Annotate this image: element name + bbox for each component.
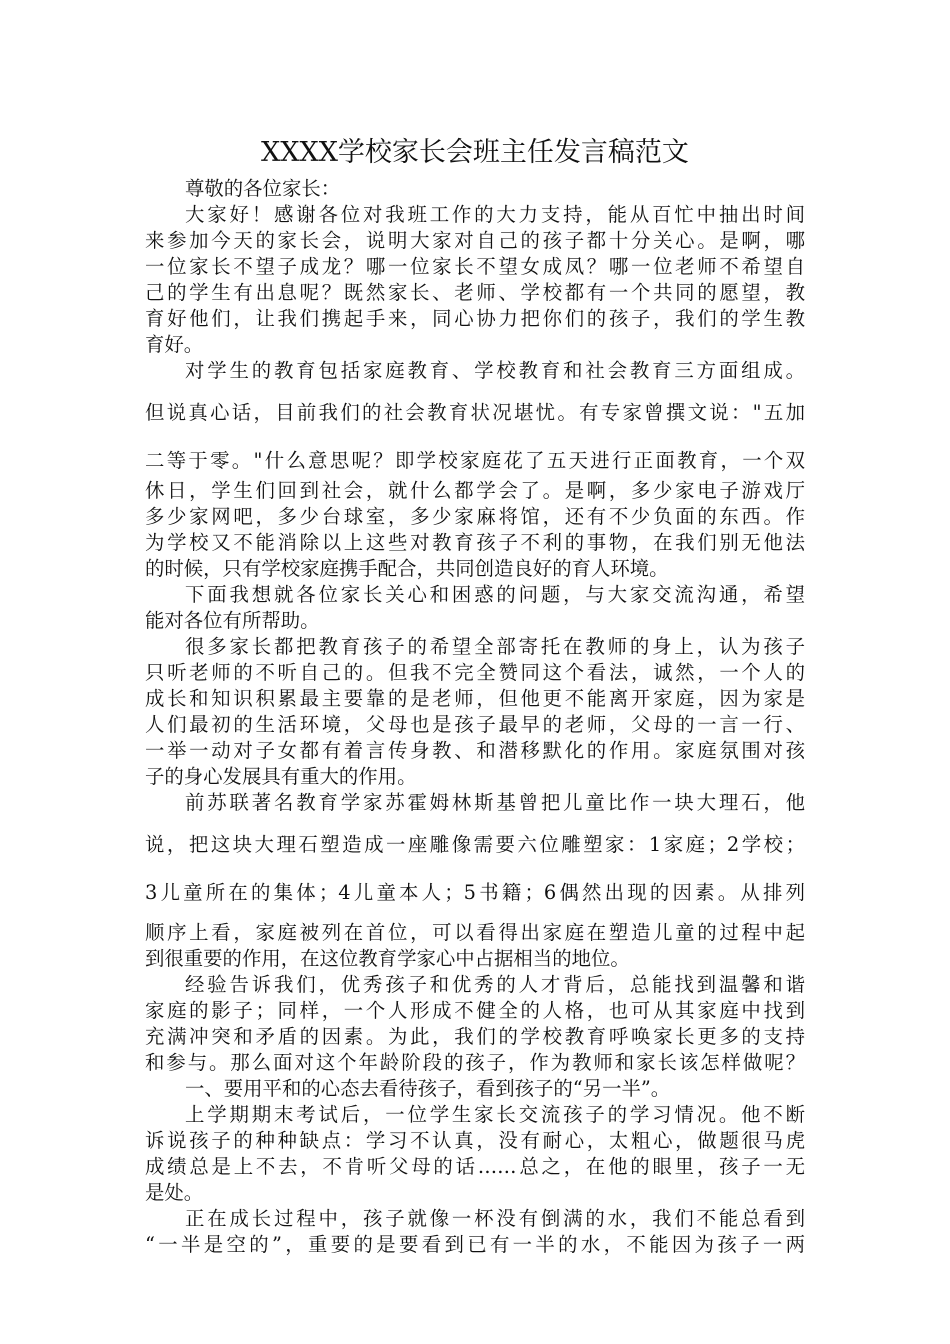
- paragraph-line: 成长和知识积累最主要靠的是老师，但他更不能离开家庭，因为家是: [145, 687, 805, 710]
- paragraph-line: 前苏联著名教育学家苏霍姆林斯基曾把儿童比作一块大理石，他: [185, 791, 805, 814]
- paragraph-line: 育好。: [145, 333, 204, 356]
- paragraph-line: 一位家长不望子成龙？哪一位家长不望女成凤？哪一位老师不希望自: [145, 255, 805, 278]
- paragraph-line: 家庭的影子；同样，一个人形成不健全的人格，也可从其家庭中找到: [145, 999, 805, 1022]
- paragraph-line: 为学校又不能消除以上这些对教育孩子不利的事物，在我们别无他法: [145, 531, 805, 554]
- paragraph-line: 一举一动对子女都有着言传身教、和潜移默化的作用。家庭氛围对孩: [145, 739, 805, 762]
- paragraph-line: 3儿童所在的集体；4儿童本人；5书籍；6偶然出现的因素。从排列: [145, 881, 805, 904]
- paragraph-line: 顺序上看，家庭被列在首位，可以看得出家庭在塑造儿童的过程中起: [145, 921, 805, 944]
- paragraph-line: 说，把这块大理石塑造成一座雕像需要六位雕塑家：1家庭；2学校；: [145, 833, 805, 856]
- paragraph-line: 育好他们，让我们携起手来，同心协力把你们的孩子，我们的学生教: [145, 307, 805, 330]
- paragraph-line: 只听老师的不听自己的。但我不完全赞同这个看法，诚然，一个人的: [145, 661, 805, 684]
- paragraph-line: 诉说孩子的种种缺点：学习不认真，没有耐心，太粗心，做题很马虎: [145, 1129, 805, 1152]
- paragraph-line: 经验告诉我们，优秀孩子和优秀的人才背后，总能找到温馨和谐: [185, 973, 805, 996]
- paragraph-line: 是处。: [145, 1181, 204, 1204]
- paragraph-line: 充满冲突和矛盾的因素。为此，我们的学校教育呼唤家长更多的支持: [145, 1025, 805, 1048]
- paragraph-line: 和参与。那么面对这个年龄阶段的孩子，作为教师和家长该怎样做呢？: [145, 1051, 805, 1074]
- paragraph-line: 上学期期末考试后，一位学生家长交流孩子的学习情况。他不断: [185, 1103, 805, 1126]
- paragraph-line: 到很重要的作用，在这位教育学家心中占据相当的地位。: [145, 947, 630, 970]
- paragraph-line: 二等于零。"什么意思呢？即学校家庭花了五天进行正面教育，一个双: [145, 449, 805, 472]
- section-heading: 一、要用平和的心态去看待孩子，看到孩子的“另一半”。: [185, 1077, 671, 1100]
- paragraph-line: 对学生的教育包括家庭教育、学校教育和社会教育三方面组成。: [185, 359, 805, 382]
- paragraph-line: 人们最初的生活环境，父母也是孩子最早的老师，父母的一言一行、: [145, 713, 805, 736]
- paragraph-line: 很多家长都把教育孩子的希望全部寄托在教师的身上，认为孩子: [185, 635, 805, 658]
- paragraph-line: 的时候，只有学校家庭携手配合，共同创造良好的育人环境。: [145, 557, 669, 580]
- paragraph-line: 下面我想就各位家长关心和困惑的问题，与大家交流沟通，希望: [185, 583, 805, 606]
- paragraph-line: 但说真心话，目前我们的社会教育状况堪忧。有专家曾撰文说："五加: [145, 401, 805, 424]
- paragraph-line: 休日，学生们回到社会，就什么都学会了。是啊，多少家电子游戏厅: [145, 479, 805, 502]
- paragraph-line: 尊敬的各位家长：: [185, 177, 341, 200]
- document-title: XXXX学校家长会班主任发言稿范文: [261, 137, 689, 168]
- paragraph-line: 己的学生有出息呢？既然家长、老师、学校都有一个共同的愿望，教: [145, 281, 805, 304]
- paragraph-line: 成绩总是上不去，不肯听父母的话……总之，在他的眼里，孩子一无: [145, 1155, 805, 1178]
- paragraph-line: 子的身心发展具有重大的作用。: [145, 765, 417, 788]
- paragraph-line: “一半是空的”，重要的是要看到已有一半的水，不能因为孩子一两: [145, 1233, 805, 1256]
- paragraph-line: 正在成长过程中，孩子就像一杯没有倒满的水，我们不能总看到: [185, 1207, 805, 1230]
- paragraph-line: 大家好！感谢各位对我班工作的大力支持，能从百忙中抽出时间: [185, 203, 805, 226]
- paragraph-line: 多少家网吧，多少台球室，多少家麻将馆，还有不少负面的东西。作: [145, 505, 805, 528]
- paragraph-line: 来参加今天的家长会，说明大家对自己的孩子都十分关心。是啊，哪: [145, 229, 805, 252]
- paragraph-line: 能对各位有所帮助。: [145, 609, 320, 632]
